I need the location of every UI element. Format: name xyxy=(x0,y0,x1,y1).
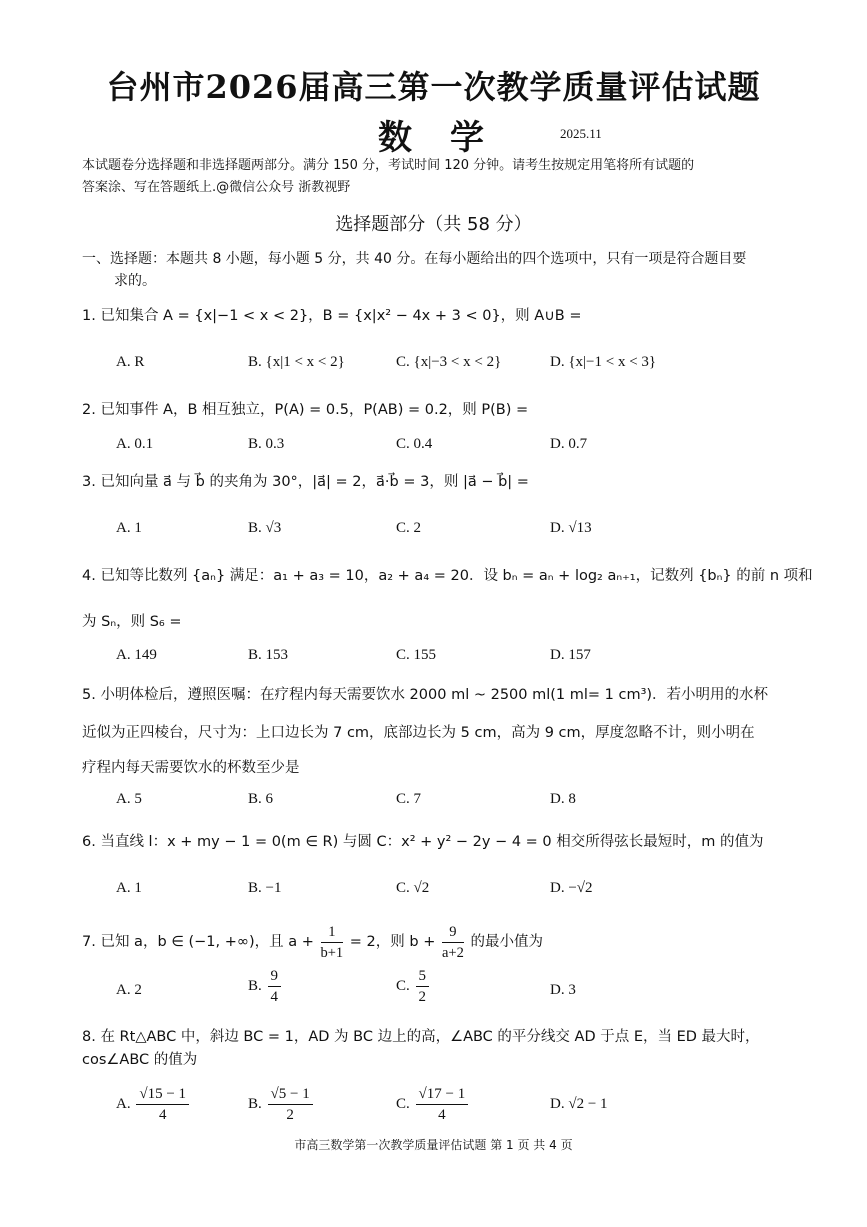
option-label: A. xyxy=(116,1095,131,1112)
question-number: 1. xyxy=(82,308,96,324)
question-number: 5. xyxy=(82,687,96,703)
question-4-line-2: 为 Sₙ，则 S₆ = xyxy=(82,614,182,630)
question-3 xyxy=(82,470,817,494)
fraction-denominator: 2 xyxy=(418,989,427,1005)
exam-title: 台州市2026届高三第一次教学质量评估试题 xyxy=(106,68,761,106)
fraction-numerator: √17 − 1 xyxy=(416,1084,469,1105)
fraction-denominator: 4 xyxy=(438,1107,446,1123)
part-one-heading xyxy=(82,248,807,292)
option-a[interactable] xyxy=(116,1084,191,1125)
fraction-numerator: √5 − 1 xyxy=(268,1084,313,1105)
option-b[interactable]: B. 153 xyxy=(248,647,289,663)
instructions-line-2: 答案涂、写在答题纸上.@微信公众号 浙教视野 xyxy=(82,180,351,195)
question-4 xyxy=(82,564,817,588)
option-a[interactable]: A. 5 xyxy=(116,791,142,807)
option-b[interactable]: B. 0.3 xyxy=(248,436,285,452)
question-number: 3. xyxy=(82,474,96,490)
question-text: 当直线 l：x + my − 1 = 0(m ∈ R) 与圆 C：x² + y² − 2y − 4 = 0 相交所得弦长最短时，m 的值为 xyxy=(100,834,764,850)
option-c[interactable] xyxy=(396,1084,470,1125)
question-7 xyxy=(82,920,817,964)
fraction-numerator: √15 − 1 xyxy=(136,1084,189,1105)
option-a[interactable]: A. 2 xyxy=(116,982,142,998)
option-b[interactable]: B. {x|1 < x < 2} xyxy=(248,354,345,370)
fraction xyxy=(268,1084,313,1125)
option-d[interactable]: D. −√2 xyxy=(550,880,593,896)
fraction-denominator: 4 xyxy=(270,989,279,1005)
question-2 xyxy=(82,398,817,422)
part-one-line-2: 求的。 xyxy=(114,273,156,289)
fraction xyxy=(416,1084,469,1125)
option-d[interactable]: D. √2 − 1 xyxy=(550,1096,608,1112)
option-a[interactable]: A. R xyxy=(116,354,145,370)
fraction xyxy=(136,1084,189,1125)
option-b[interactable]: B. −1 xyxy=(248,880,282,896)
question-text-part-3: 的最小值为 xyxy=(470,934,543,950)
question-text-part-1: 已知 a，b ∈ (−1, +∞)，且 a + xyxy=(100,934,314,950)
question-5-line-2: 近似为正四棱台，尺寸为：上口边长为 7 cm，底部边长为 5 cm，高为 9 cm，厚度忽略不计，则小明在 xyxy=(82,725,755,741)
fraction xyxy=(268,966,282,1007)
option-c[interactable]: C. 2 xyxy=(396,520,422,536)
exam-date: 2025.11 xyxy=(560,126,602,141)
question-number: 7. xyxy=(82,934,96,950)
question-6 xyxy=(82,830,817,854)
option-a[interactable]: A. 149 xyxy=(116,647,157,663)
option-c[interactable]: C. 7 xyxy=(396,791,422,807)
fraction xyxy=(321,922,344,963)
fraction-numerator: 1 xyxy=(321,922,344,943)
option-c[interactable] xyxy=(396,966,431,1007)
option-b[interactable] xyxy=(248,1084,315,1125)
option-a[interactable]: A. 1 xyxy=(116,520,142,536)
question-text: 已知向量 a⃗ 与 b⃗ 的夹角为 30°，|a⃗| = 2，a⃗·b⃗ = 3，则 |a⃗ − b⃗| = xyxy=(100,474,529,490)
question-text: 小明体检后，遵照医嘱：在疗程内每天需要饮水 2000 ml ~ 2500 ml(1 ml= 1 cm³)．若小明用的水杯 xyxy=(100,687,769,703)
question-text: 已知等比数列 {aₙ} 满足：a₁ + a₃ = 10，a₂ + a₄ = 20．设 bₙ = aₙ + log₂ aₙ₊₁，记数列 {bₙ} 的前 n 项和 xyxy=(100,568,813,584)
fraction-denominator: b+1 xyxy=(320,944,344,961)
section-title: 选择题部分（共 58 分） xyxy=(335,214,532,235)
question-text: 已知事件 A，B 相互独立，P(A) = 0.5，P(AB) = 0.2，则 P(B) = xyxy=(100,402,529,418)
question-number: 2. xyxy=(82,402,96,418)
instructions-line-1: 本试题卷分选择题和非选择题两部分。满分 150 分，考试时间 120 分钟。请考生按规定用笔将所有试题的 xyxy=(82,158,695,173)
fraction xyxy=(442,922,464,963)
fraction xyxy=(416,966,430,1007)
question-5-line-3: 疗程内每天需要饮水的杯数至少是 xyxy=(82,760,300,776)
option-d[interactable]: D. 3 xyxy=(550,982,576,998)
option-label: C. xyxy=(396,977,410,994)
option-c[interactable]: C. {x|−3 < x < 2} xyxy=(396,354,502,370)
page-footer: 市高三数学第一次教学质量评估试题 第 1 页 共 4 页 xyxy=(294,1138,573,1152)
fraction-numerator: 5 xyxy=(416,966,430,987)
exam-instructions xyxy=(82,155,807,199)
fraction-denominator: 4 xyxy=(158,1107,167,1123)
question-number: 6. xyxy=(82,834,96,850)
option-b[interactable]: B. 6 xyxy=(248,791,274,807)
option-a[interactable]: A. 1 xyxy=(116,880,142,896)
fraction-denominator: a+2 xyxy=(441,944,464,961)
option-label: C. xyxy=(396,1095,410,1112)
question-8-line-2: cos∠ABC 的值为 xyxy=(82,1052,198,1068)
question-text-part-2: = 2，则 b + xyxy=(349,934,436,950)
option-d[interactable]: D. 0.7 xyxy=(550,436,588,452)
option-b[interactable] xyxy=(248,966,283,1007)
option-label: B. xyxy=(248,977,262,994)
subject-title: 数学 xyxy=(378,118,522,158)
option-c[interactable]: C. 0.4 xyxy=(396,436,433,452)
question-text: 在 Rt△ABC 中，斜边 BC = 1，AD 为 BC 边上的高，∠ABC 的平分线交 AD 于点 E，当 ED 最大时， xyxy=(100,1029,760,1045)
question-5 xyxy=(82,683,817,707)
fraction-denominator: 2 xyxy=(286,1107,294,1123)
part-one-line-1: 一、选择题：本题共 8 小题，每小题 5 分，共 40 分。在每小题给出的四个选项中，只有一项是符合题目要 xyxy=(82,251,747,267)
option-d[interactable]: D. 8 xyxy=(550,791,576,807)
option-a[interactable]: A. 0.1 xyxy=(116,436,154,452)
option-d[interactable]: D. 157 xyxy=(550,647,591,663)
question-text: 已知集合 A = {x|−1 < x < 2}，B = {x|x² − 4x + 3 < 0}，则 A∪B = xyxy=(100,308,582,324)
question-1 xyxy=(82,304,817,328)
option-b[interactable]: B. √3 xyxy=(248,520,282,536)
option-label: B. xyxy=(248,1095,262,1112)
option-d[interactable]: D. √13 xyxy=(550,520,592,536)
option-d[interactable]: D. {x|−1 < x < 3} xyxy=(550,354,657,370)
option-c[interactable]: C. √2 xyxy=(396,880,430,896)
question-number: 4. xyxy=(82,568,96,584)
question-8 xyxy=(82,1025,817,1049)
question-number: 8. xyxy=(82,1029,96,1045)
option-c[interactable]: C. 155 xyxy=(396,647,437,663)
fraction-numerator: 9 xyxy=(442,922,464,943)
fraction-numerator: 9 xyxy=(268,966,282,987)
